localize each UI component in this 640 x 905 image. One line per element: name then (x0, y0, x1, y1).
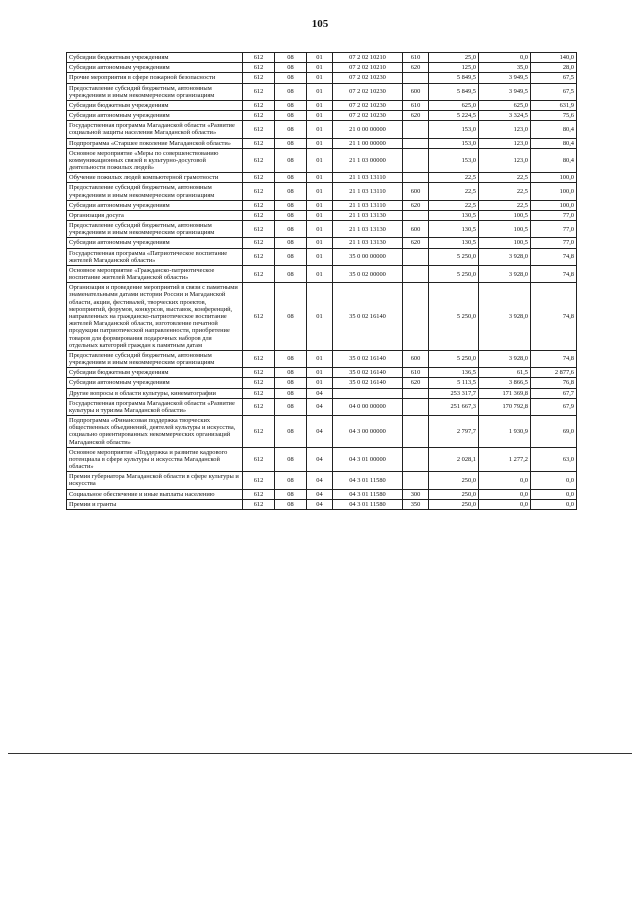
plan-amount-cell: 5 849,5 (429, 73, 479, 83)
ministry-code-cell: 612 (243, 221, 275, 238)
subsection-code-cell: 01 (307, 63, 333, 73)
expense-type-cell (403, 388, 429, 398)
section-code-cell: 08 (275, 121, 307, 138)
subsection-code-cell: 01 (307, 83, 333, 100)
plan-amount-cell: 625,0 (429, 100, 479, 110)
expense-type-cell: 620 (403, 200, 429, 210)
ministry-code-cell: 612 (243, 121, 275, 138)
executed-amount-cell: 123,0 (479, 121, 531, 138)
table-row (67, 499, 577, 509)
target-article-cell: 04 3 01 11580 (333, 499, 403, 509)
subsection-code-cell: 01 (307, 148, 333, 173)
subsection-code-cell: 04 (307, 388, 333, 398)
expense-type-cell: 600 (403, 183, 429, 200)
section-code-cell: 08 (275, 283, 307, 351)
ministry-code-cell: 612 (243, 73, 275, 83)
section-code-cell: 08 (275, 138, 307, 148)
section-code-cell: 08 (275, 73, 307, 83)
table-row (67, 378, 577, 388)
row-name-cell: Премия губернатора Магаданской области в сфере культуры и искусства (67, 472, 243, 489)
execution-percent-cell: 631,9 (531, 100, 577, 110)
target-article-cell: 07 2 02 10230 (333, 73, 403, 83)
subsection-code-cell: 01 (307, 111, 333, 121)
execution-percent-cell: 63,0 (531, 447, 577, 472)
plan-amount-cell: 5 224,5 (429, 111, 479, 121)
subsection-code-cell: 01 (307, 350, 333, 367)
plan-amount-cell: 22,5 (429, 173, 479, 183)
expense-type-cell (403, 173, 429, 183)
subsection-code-cell: 04 (307, 416, 333, 448)
section-code-cell: 08 (275, 183, 307, 200)
expense-type-cell: 610 (403, 53, 429, 63)
table-row (67, 283, 577, 351)
expense-type-cell: 600 (403, 221, 429, 238)
expense-type-cell: 620 (403, 378, 429, 388)
target-article-cell: 21 1 03 13110 (333, 200, 403, 210)
table-row (67, 489, 577, 499)
section-code-cell: 08 (275, 100, 307, 110)
executed-amount-cell: 3 928,0 (479, 283, 531, 351)
bottom-divider (8, 753, 632, 754)
section-code-cell: 08 (275, 489, 307, 499)
section-code-cell: 08 (275, 63, 307, 73)
row-name-cell: Социальное обеспечение и иные выплаты населению (67, 489, 243, 499)
target-article-cell: 35 0 02 16140 (333, 350, 403, 367)
target-article-cell: 21 1 03 13110 (333, 183, 403, 200)
subsection-code-cell: 04 (307, 447, 333, 472)
subsection-code-cell: 01 (307, 73, 333, 83)
target-article-cell: 35 0 02 16140 (333, 368, 403, 378)
row-name-cell: Государственная программа Магаданской области «Развитие социальной защиты населения Магаданской области» (67, 121, 243, 138)
execution-percent-cell: 67,7 (531, 388, 577, 398)
execution-percent-cell: 100,0 (531, 173, 577, 183)
plan-amount-cell: 5 250,0 (429, 283, 479, 351)
execution-percent-cell: 100,0 (531, 183, 577, 200)
section-code-cell: 08 (275, 398, 307, 415)
section-code-cell: 08 (275, 368, 307, 378)
plan-amount-cell: 5 250,0 (429, 350, 479, 367)
subsection-code-cell: 01 (307, 368, 333, 378)
execution-percent-cell: 0,0 (531, 489, 577, 499)
row-name-cell: Предоставление субсидий бюджетным, автономным учреждениям и иным некоммерческим организациям (67, 183, 243, 200)
expense-type-cell (403, 283, 429, 351)
subsection-code-cell: 01 (307, 100, 333, 110)
subsection-code-cell: 01 (307, 265, 333, 282)
section-code-cell: 08 (275, 53, 307, 63)
row-name-cell: Субсидии бюджетным учреждениям (67, 100, 243, 110)
subsection-code-cell: 01 (307, 283, 333, 351)
target-article-cell: 35 0 00 00000 (333, 248, 403, 265)
target-article-cell: 21 1 03 13130 (333, 238, 403, 248)
expense-type-cell (403, 210, 429, 220)
row-name-cell: Основное мероприятие «Гражданско-патриотическое воспитание жителей Магаданской области» (67, 265, 243, 282)
execution-percent-cell: 76,8 (531, 378, 577, 388)
plan-amount-cell: 253 317,7 (429, 388, 479, 398)
expense-type-cell: 620 (403, 111, 429, 121)
row-name-cell: Другие вопросы в области культуры, кинематографии (67, 388, 243, 398)
execution-percent-cell: 77,0 (531, 238, 577, 248)
target-article-cell: 35 0 02 16140 (333, 283, 403, 351)
expense-type-cell: 610 (403, 100, 429, 110)
table-row (67, 416, 577, 448)
row-name-cell: Обучение пожилых людей компьютерной грамотности (67, 173, 243, 183)
table-row (67, 221, 577, 238)
executed-amount-cell: 22,5 (479, 200, 531, 210)
expense-type-cell: 600 (403, 350, 429, 367)
ministry-code-cell: 612 (243, 83, 275, 100)
section-code-cell: 08 (275, 416, 307, 448)
table-row (67, 148, 577, 173)
row-name-cell: Субсидии автономным учреждениям (67, 378, 243, 388)
executed-amount-cell: 123,0 (479, 138, 531, 148)
expense-type-cell: 300 (403, 489, 429, 499)
section-code-cell: 08 (275, 210, 307, 220)
plan-amount-cell: 130,5 (429, 210, 479, 220)
execution-percent-cell: 0,0 (531, 472, 577, 489)
plan-amount-cell: 130,5 (429, 238, 479, 248)
expense-type-cell (403, 148, 429, 173)
execution-percent-cell: 80,4 (531, 148, 577, 173)
subsection-code-cell: 01 (307, 183, 333, 200)
row-name-cell: Предоставление субсидий бюджетным, автономным учреждениям и иным некоммерческим организациям (67, 221, 243, 238)
target-article-cell: 21 1 03 00000 (333, 148, 403, 173)
table-row (67, 121, 577, 138)
expense-type-cell: 620 (403, 63, 429, 73)
subsection-code-cell: 04 (307, 489, 333, 499)
executed-amount-cell: 3 928,0 (479, 265, 531, 282)
execution-percent-cell: 67,5 (531, 73, 577, 83)
executed-amount-cell: 3 866,5 (479, 378, 531, 388)
execution-percent-cell: 74,8 (531, 248, 577, 265)
target-article-cell: 21 1 03 13130 (333, 221, 403, 238)
subsection-code-cell: 01 (307, 200, 333, 210)
target-article-cell: 07 2 02 10210 (333, 53, 403, 63)
subsection-code-cell: 01 (307, 173, 333, 183)
table-row (67, 100, 577, 110)
executed-amount-cell: 170 792,8 (479, 398, 531, 415)
row-name-cell: Предоставление субсидий бюджетным, автономным учреждениям и иным некоммерческим организациям (67, 83, 243, 100)
row-name-cell: Субсидии бюджетным учреждениям (67, 53, 243, 63)
executed-amount-cell: 0,0 (479, 499, 531, 509)
plan-amount-cell: 2 028,1 (429, 447, 479, 472)
target-article-cell: 04 3 01 11580 (333, 489, 403, 499)
ministry-code-cell: 612 (243, 265, 275, 282)
executed-amount-cell: 1 930,9 (479, 416, 531, 448)
execution-percent-cell: 74,8 (531, 265, 577, 282)
executed-amount-cell: 22,5 (479, 183, 531, 200)
executed-amount-cell: 0,0 (479, 489, 531, 499)
execution-percent-cell: 28,0 (531, 63, 577, 73)
plan-amount-cell: 25,0 (429, 53, 479, 63)
section-code-cell: 08 (275, 248, 307, 265)
plan-amount-cell: 2 797,7 (429, 416, 479, 448)
expense-type-cell (403, 398, 429, 415)
executed-amount-cell: 3 928,0 (479, 248, 531, 265)
expense-type-cell (403, 138, 429, 148)
subsection-code-cell: 01 (307, 378, 333, 388)
expense-type-cell: 350 (403, 499, 429, 509)
target-article-cell: 07 2 02 10230 (333, 100, 403, 110)
target-article-cell: 21 1 03 13130 (333, 210, 403, 220)
plan-amount-cell: 5 113,5 (429, 378, 479, 388)
target-article-cell: 07 2 02 10210 (333, 63, 403, 73)
execution-percent-cell: 74,8 (531, 350, 577, 367)
ministry-code-cell: 612 (243, 138, 275, 148)
table-row (67, 210, 577, 220)
expense-type-cell (403, 472, 429, 489)
budget-table (66, 52, 577, 510)
section-code-cell: 08 (275, 388, 307, 398)
expense-type-cell (403, 416, 429, 448)
subsection-code-cell: 01 (307, 248, 333, 265)
section-code-cell: 08 (275, 499, 307, 509)
target-article-cell: 04 3 00 00000 (333, 416, 403, 448)
executed-amount-cell: 171 369,8 (479, 388, 531, 398)
table-row (67, 388, 577, 398)
execution-percent-cell: 0,0 (531, 499, 577, 509)
executed-amount-cell: 3 949,5 (479, 73, 531, 83)
target-article-cell: 04 3 01 11580 (333, 472, 403, 489)
ministry-code-cell: 612 (243, 200, 275, 210)
row-name-cell: Субсидии бюджетным учреждениям (67, 368, 243, 378)
plan-amount-cell: 5 250,0 (429, 248, 479, 265)
table-row (67, 447, 577, 472)
table-body (67, 53, 577, 510)
section-code-cell: 08 (275, 200, 307, 210)
section-code-cell: 08 (275, 173, 307, 183)
ministry-code-cell: 612 (243, 63, 275, 73)
plan-amount-cell: 250,0 (429, 472, 479, 489)
execution-percent-cell: 69,0 (531, 416, 577, 448)
ministry-code-cell: 612 (243, 183, 275, 200)
execution-percent-cell: 77,0 (531, 210, 577, 220)
subsection-code-cell: 01 (307, 138, 333, 148)
execution-percent-cell: 75,6 (531, 111, 577, 121)
execution-percent-cell: 67,9 (531, 398, 577, 415)
ministry-code-cell: 612 (243, 416, 275, 448)
section-code-cell: 08 (275, 350, 307, 367)
ministry-code-cell: 612 (243, 378, 275, 388)
section-code-cell: 08 (275, 447, 307, 472)
ministry-code-cell: 612 (243, 100, 275, 110)
section-code-cell: 08 (275, 111, 307, 121)
ministry-code-cell: 612 (243, 173, 275, 183)
ministry-code-cell: 612 (243, 368, 275, 378)
ministry-code-cell: 612 (243, 148, 275, 173)
plan-amount-cell: 250,0 (429, 489, 479, 499)
ministry-code-cell: 612 (243, 472, 275, 489)
ministry-code-cell: 612 (243, 248, 275, 265)
table-row (67, 138, 577, 148)
table-row (67, 63, 577, 73)
ministry-code-cell: 612 (243, 447, 275, 472)
plan-amount-cell: 125,0 (429, 63, 479, 73)
section-code-cell: 08 (275, 378, 307, 388)
plan-amount-cell: 5 849,5 (429, 83, 479, 100)
target-article-cell: 21 1 03 13110 (333, 173, 403, 183)
ministry-code-cell: 612 (243, 388, 275, 398)
target-article-cell: 04 0 00 00000 (333, 398, 403, 415)
ministry-code-cell: 612 (243, 210, 275, 220)
executed-amount-cell: 0,0 (479, 472, 531, 489)
ministry-code-cell: 612 (243, 398, 275, 415)
section-code-cell: 08 (275, 472, 307, 489)
target-article-cell: 35 0 02 00000 (333, 265, 403, 282)
target-article-cell: 21 1 00 00000 (333, 138, 403, 148)
subsection-code-cell: 04 (307, 398, 333, 415)
subsection-code-cell: 04 (307, 499, 333, 509)
executed-amount-cell: 3 324,5 (479, 111, 531, 121)
subsection-code-cell: 01 (307, 210, 333, 220)
row-name-cell: Государственная программа «Патриотическое воспитание жителей Магаданской области» (67, 248, 243, 265)
executed-amount-cell: 3 949,5 (479, 83, 531, 100)
executed-amount-cell: 22,5 (479, 173, 531, 183)
plan-amount-cell: 153,0 (429, 148, 479, 173)
ministry-code-cell: 612 (243, 499, 275, 509)
ministry-code-cell: 612 (243, 283, 275, 351)
row-name-cell: Основное мероприятие «Меры по совершенствованию коммуникационных связей в культурно-досуговой деятельности пожилых людей» (67, 148, 243, 173)
row-name-cell: Государственная программа Магаданской области «Развитие культуры и туризма Магаданской области» (67, 398, 243, 415)
execution-percent-cell: 67,5 (531, 83, 577, 100)
plan-amount-cell: 153,0 (429, 121, 479, 138)
table-row (67, 200, 577, 210)
execution-percent-cell: 2 877,6 (531, 368, 577, 378)
table-row (67, 398, 577, 415)
expense-type-cell (403, 447, 429, 472)
subsection-code-cell: 01 (307, 121, 333, 138)
execution-percent-cell: 77,0 (531, 221, 577, 238)
plan-amount-cell: 5 250,0 (429, 265, 479, 282)
table-row (67, 53, 577, 63)
executed-amount-cell: 100,5 (479, 221, 531, 238)
row-name-cell: Организация досуга (67, 210, 243, 220)
table-row (67, 238, 577, 248)
expense-type-cell: 610 (403, 368, 429, 378)
row-name-cell: Премии и гранты (67, 499, 243, 509)
executed-amount-cell: 0,0 (479, 53, 531, 63)
target-article-cell (333, 388, 403, 398)
section-code-cell: 08 (275, 238, 307, 248)
expense-type-cell: 600 (403, 83, 429, 100)
table-row (67, 83, 577, 100)
expense-type-cell (403, 73, 429, 83)
subsection-code-cell: 01 (307, 53, 333, 63)
ministry-code-cell: 612 (243, 53, 275, 63)
row-name-cell: Субсидии автономным учреждениям (67, 63, 243, 73)
section-code-cell: 08 (275, 221, 307, 238)
execution-percent-cell: 140,0 (531, 53, 577, 63)
plan-amount-cell: 136,5 (429, 368, 479, 378)
row-name-cell: Основное мероприятие «Поддержка и развитие кадрового потенциала в сфере культуры и искусства Магаданской области» (67, 447, 243, 472)
table-row (67, 183, 577, 200)
target-article-cell: 04 3 01 00000 (333, 447, 403, 472)
row-name-cell: Подпрограмма «Старшее поколение Магаданской области» (67, 138, 243, 148)
row-name-cell: Организация и проведение мероприятий в связи с памятными знаменательными датами истории России и Магаданской области, акции, фестивалей, творческих проектов, мероприятий, форумов, конкурсов, выставок, конференций, направленных на гражданско-патриотическое воспитание жителей Магаданской области, изготовление печатной продукции патриотической направленности, приобретение товаров для формирования подарочных наборов для отдельных категорий граждан к памятным датам (67, 283, 243, 351)
table-row (67, 73, 577, 83)
executed-amount-cell: 100,5 (479, 238, 531, 248)
row-name-cell: Субсидии автономным учреждениям (67, 111, 243, 121)
target-article-cell: 07 2 02 10230 (333, 83, 403, 100)
executed-amount-cell: 1 277,2 (479, 447, 531, 472)
subsection-code-cell: 04 (307, 472, 333, 489)
execution-percent-cell: 74,8 (531, 283, 577, 351)
target-article-cell: 35 0 02 16140 (333, 378, 403, 388)
table-row (67, 111, 577, 121)
table-row (67, 248, 577, 265)
section-code-cell: 08 (275, 148, 307, 173)
expense-type-cell: 620 (403, 238, 429, 248)
executed-amount-cell: 123,0 (479, 148, 531, 173)
execution-percent-cell: 80,4 (531, 121, 577, 138)
plan-amount-cell: 153,0 (429, 138, 479, 148)
executed-amount-cell: 625,0 (479, 100, 531, 110)
table-row (67, 173, 577, 183)
target-article-cell: 07 2 02 10230 (333, 111, 403, 121)
plan-amount-cell: 22,5 (429, 183, 479, 200)
section-code-cell: 08 (275, 83, 307, 100)
executed-amount-cell: 100,5 (479, 210, 531, 220)
ministry-code-cell: 612 (243, 489, 275, 499)
page-number: 105 (311, 18, 329, 30)
target-article-cell: 21 0 00 00000 (333, 121, 403, 138)
row-name-cell: Предоставление субсидий бюджетным, автономным учреждениям и иным некоммерческим организациям (67, 350, 243, 367)
row-name-cell: Субсидии автономным учреждениям (67, 200, 243, 210)
row-name-cell: Подпрограмма «Финансовая поддержка творческих общественных объединений, деятелей культуры и искусства, социально ориентированных некоммерческих организаций Магаданской области» (67, 416, 243, 448)
subsection-code-cell: 01 (307, 221, 333, 238)
plan-amount-cell: 130,5 (429, 221, 479, 238)
table-row (67, 350, 577, 367)
ministry-code-cell: 612 (243, 111, 275, 121)
plan-amount-cell: 22,5 (429, 200, 479, 210)
executed-amount-cell: 3 928,0 (479, 350, 531, 367)
executed-amount-cell: 35,0 (479, 63, 531, 73)
subsection-code-cell: 01 (307, 238, 333, 248)
row-name-cell: Прочие мероприятия в сфере пожарной безопасности (67, 73, 243, 83)
execution-percent-cell: 80,4 (531, 138, 577, 148)
plan-amount-cell: 250,0 (429, 499, 479, 509)
expense-type-cell (403, 265, 429, 282)
table-row (67, 265, 577, 282)
execution-percent-cell: 100,0 (531, 200, 577, 210)
section-code-cell: 08 (275, 265, 307, 282)
table-row (67, 472, 577, 489)
plan-amount-cell: 251 667,3 (429, 398, 479, 415)
table-row (67, 368, 577, 378)
expense-type-cell (403, 121, 429, 138)
ministry-code-cell: 612 (243, 238, 275, 248)
row-name-cell: Субсидии автономным учреждениям (67, 238, 243, 248)
ministry-code-cell: 612 (243, 350, 275, 367)
executed-amount-cell: 61,5 (479, 368, 531, 378)
expense-type-cell (403, 248, 429, 265)
